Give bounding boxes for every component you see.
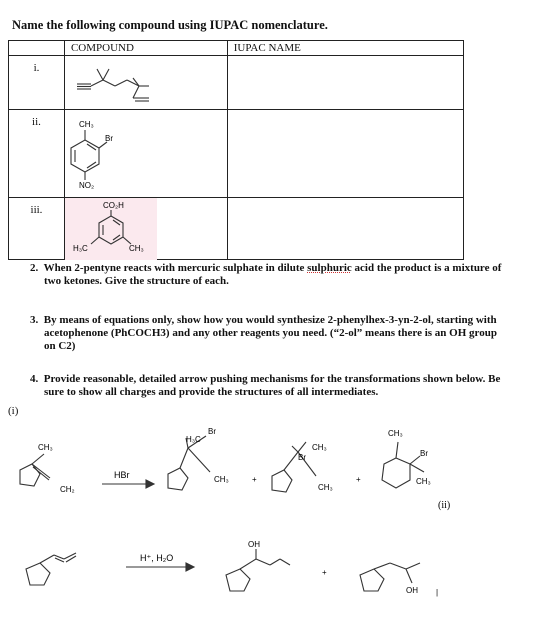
- compound-table: [8, 40, 464, 260]
- scheme1-plus-1: +: [252, 475, 257, 484]
- row-number: ii.: [32, 116, 41, 128]
- compound-ii-structure: [65, 110, 229, 198]
- compound-i-structure: [65, 56, 229, 110]
- label-ch3: CH₃: [78, 120, 94, 129]
- scheme2-p2-oh: OH: [406, 586, 418, 595]
- compound-cell-i: [64, 56, 227, 110]
- question-4-line-1: 4. Provide reasonable, detailed arrow pushing mechanisms for the transformations shown below. Be: [30, 373, 501, 385]
- scheme1-p1-ch3: CH₃: [214, 475, 229, 484]
- table-row: [9, 110, 464, 198]
- scheme1-reagent: HBr: [114, 470, 130, 480]
- label-h3c: H₃C: [72, 244, 88, 253]
- label-ch3: CH₃: [128, 244, 144, 253]
- question-2-number: 2.: [30, 262, 39, 274]
- label-no2: NO₂: [78, 181, 95, 190]
- scheme2-reagent: H⁺, H₂O: [140, 553, 174, 563]
- scheme1-p1-h3c: H₃C: [186, 435, 201, 444]
- table-header-row: [9, 41, 464, 56]
- compound-iii-structure: [65, 198, 229, 260]
- iupac-answer-cell-iii[interactable]: [227, 198, 463, 260]
- row-number: i.: [33, 62, 40, 74]
- question-4-number: 4.: [30, 373, 39, 385]
- question-2-text: When 2-pentyne reacts with mercuric sulphate in dilute: [43, 262, 308, 274]
- iupac-answer-cell-ii[interactable]: [227, 110, 463, 198]
- label-br: Br: [104, 134, 113, 143]
- question-4: [30, 373, 546, 399]
- scheme1-p2-br: Br: [298, 453, 306, 462]
- scheme2-p1-oh: OH: [248, 540, 260, 549]
- question-2-text-end: acid the product is a mixture of: [351, 262, 502, 274]
- table-row: [9, 56, 464, 110]
- compound-cell-ii: [64, 110, 227, 198]
- scheme1-p3-br: Br: [420, 449, 428, 458]
- scheme1-p2-ch3a: CH₃: [312, 443, 327, 452]
- scheme1-start-ch2: CH₂: [60, 485, 75, 494]
- scheme2-plus: +: [322, 568, 327, 577]
- scheme1-p2-ch3b: CH₃: [318, 483, 333, 492]
- question-3: [30, 314, 546, 353]
- scheme1-p1-br: Br: [208, 427, 216, 436]
- table-row: [9, 198, 464, 260]
- question-3-number: 3.: [30, 314, 39, 326]
- iupac-answer-cell-i[interactable]: [227, 56, 463, 110]
- question-4-line-2: sure to show all charges and provide the structures of all intermediates.: [44, 386, 379, 398]
- question-2: [30, 262, 546, 288]
- question-2-line-1: [30, 262, 546, 275]
- question-3-line-1: 3. By means of equations only, show how you would synthesize 2-phenylhex-3-yn-2-ol, starting with: [30, 314, 497, 326]
- scheme1-p3-ch3b: CH₃: [416, 477, 431, 486]
- question-3-line-3: on C2): [44, 340, 76, 352]
- compound-cell-iii: [64, 198, 227, 260]
- reaction-scheme-2: [0, 525, 554, 620]
- scheme-2-label: (ii): [438, 500, 451, 511]
- label-co2h: CO₂H: [102, 201, 124, 210]
- header-compound: COMPOUND: [64, 41, 227, 56]
- question-3-line-2: acetophenone (PhCOCH3) and any other reagents you need. (“2-ol” means there is an OH group: [44, 327, 497, 339]
- question-2-line-2: two ketones. Give the structure of each.: [44, 275, 229, 287]
- header-iupac-name: IUPAC NAME: [227, 41, 463, 56]
- row-number: iii.: [30, 204, 43, 216]
- scheme1-start-ch3: CH₃: [38, 443, 53, 452]
- scheme1-plus-2: +: [356, 475, 361, 484]
- question-2-underlined-word: sulphuric: [307, 262, 352, 274]
- text-cursor: |: [436, 588, 439, 597]
- page-title: Name the following compound using IUPAC nomenclature.: [12, 18, 328, 32]
- reaction-scheme-1: [0, 420, 554, 515]
- header-number: [9, 41, 65, 56]
- scheme1-p3-ch3a: CH₃: [388, 429, 403, 438]
- scheme-1-label: (i): [8, 405, 19, 417]
